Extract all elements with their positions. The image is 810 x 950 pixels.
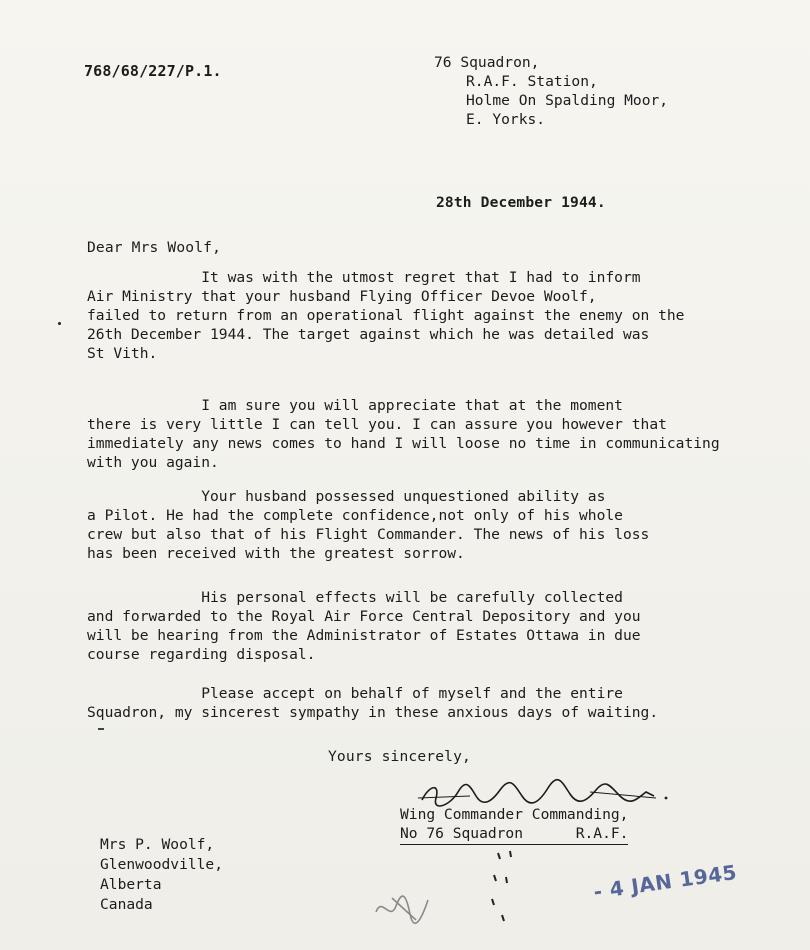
address-line: Holme On Spalding Moor, xyxy=(466,92,669,109)
paragraph-line: 26th December 1944. The target against which he was detailed was xyxy=(87,326,650,343)
signatory-unit: No 76 Squadron R.A.F. xyxy=(400,824,628,845)
paragraph-2 xyxy=(87,396,807,472)
paragraph-line: I am sure you will appreciate that at the moment xyxy=(87,397,623,414)
paragraph-line: crew but also that of his Flight Commander. The news of his loss xyxy=(87,526,650,543)
recipient-line: Glenwoodville, xyxy=(100,856,224,873)
recipient-line: Alberta xyxy=(100,876,162,893)
salutation: Dear Mrs Woolf, xyxy=(87,239,222,256)
closing: Yours sincerely, xyxy=(328,748,471,765)
reference-number: 768/68/227/P.1. xyxy=(84,62,222,80)
paragraph-line: and forwarded to the Royal Air Force Central Depository and you xyxy=(87,608,641,625)
paragraph-5 xyxy=(87,684,807,722)
recipient-line: Canada xyxy=(100,896,153,913)
signatory-block xyxy=(400,805,628,845)
initials-scribble xyxy=(372,888,442,928)
signatory-rank: Wing Commander Commanding, xyxy=(400,806,629,823)
paragraph-line: Your husband possessed unquestioned ability as xyxy=(87,488,606,505)
address-line: R.A.F. Station, xyxy=(466,73,598,90)
paragraph-line: course regarding disposal. xyxy=(87,646,316,663)
recipient-line: Mrs P. Woolf, xyxy=(100,836,215,853)
paragraph-line: failed to return from an operational flight against the enemy on the xyxy=(87,307,685,324)
paragraph-4 xyxy=(87,588,807,664)
margin-mark xyxy=(98,728,104,730)
ink-marks xyxy=(480,845,540,925)
date-received-stamp: - 4 JAN 1945 xyxy=(592,859,739,904)
address-line: 76 Squadron, xyxy=(434,54,540,71)
letter-date: 28th December 1944. xyxy=(436,194,606,211)
paragraph-line: It was with the utmost regret that I had to inform xyxy=(87,269,641,286)
paragraph-line: St Vith. xyxy=(87,345,158,362)
stamp-text: 4 JAN 1945 xyxy=(608,859,739,902)
recipient-address xyxy=(100,835,223,915)
paragraph-line: with you again. xyxy=(87,454,219,471)
paragraph-1 xyxy=(87,268,807,363)
paragraph-line: a Pilot. He had the complete confidence,not only of his whole xyxy=(87,507,623,524)
paragraph-line: has been received with the greatest sorrow. xyxy=(87,545,465,562)
paragraph-line: Squadron, my sincerest sympathy in these anxious days of waiting. xyxy=(87,704,659,721)
paragraph-line: will be hearing from the Administrator of Estates Ottawa in due xyxy=(87,627,641,644)
paragraph-3 xyxy=(87,487,807,563)
margin-dot xyxy=(58,322,61,325)
paragraph-line: Please accept on behalf of myself and the entire xyxy=(87,685,623,702)
paragraph-line: immediately any news comes to hand I will loose no time in communicating xyxy=(87,435,720,452)
address-line: E. Yorks. xyxy=(466,111,546,128)
sender-address xyxy=(434,53,668,129)
paragraph-line: Air Ministry that your husband Flying Officer Devoe Woolf, xyxy=(87,288,597,305)
paragraph-line: His personal effects will be carefully collected xyxy=(87,589,623,606)
paragraph-line: there is very little I can tell you. I can assure you however that xyxy=(87,416,667,433)
